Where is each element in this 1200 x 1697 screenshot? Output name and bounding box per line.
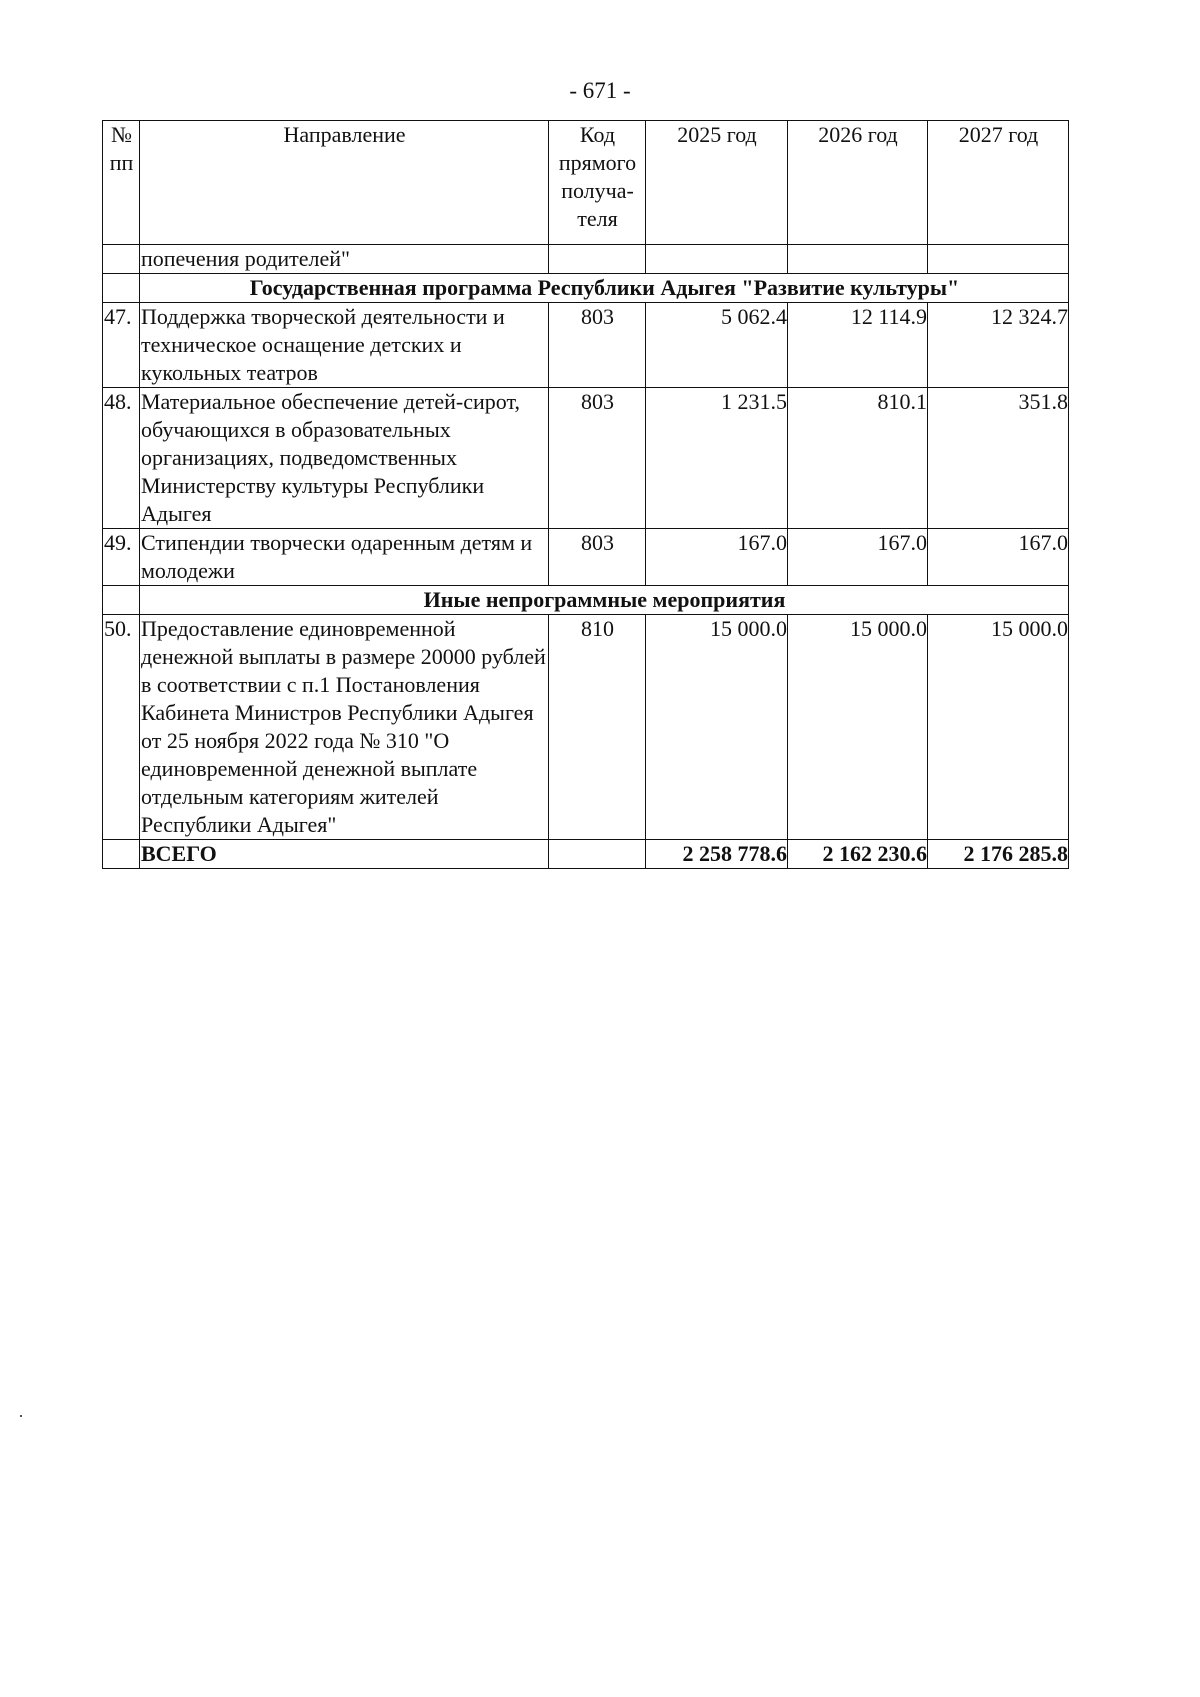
table-row — [103, 388, 1069, 529]
cell-2025: 167.0 — [646, 529, 788, 586]
total-2025: 2 258 778.6 — [646, 840, 788, 869]
table-header-row — [103, 121, 1069, 245]
cell-direction: Поддержка творческой деятельности и техническое оснащение детских и кукольных театров — [140, 303, 549, 388]
cell-direction: Стипендии творчески одаренным детям и молодежи — [140, 529, 549, 586]
cell-num: 50. — [103, 615, 140, 840]
section-row-other — [103, 586, 1069, 615]
total-2027: 2 176 285.8 — [928, 840, 1069, 869]
header-2026: 2026 год — [788, 121, 928, 245]
cell-2026 — [788, 245, 928, 274]
cell-2027: 12 324.7 — [928, 303, 1069, 388]
cell-2027 — [928, 245, 1069, 274]
total-label: ВСЕГО — [140, 840, 549, 869]
cell-2025: 15 000.0 — [646, 615, 788, 840]
table-row — [103, 529, 1069, 586]
cell-2027: 15 000.0 — [928, 615, 1069, 840]
table-row — [103, 615, 1069, 840]
cell-code: 803 — [549, 303, 646, 388]
cell-code — [549, 245, 646, 274]
header-code: Код прямого получа-теля — [549, 121, 646, 245]
section-row-culture — [103, 274, 1069, 303]
cell-direction: Предоставление единовременной денежной выплаты в размере 20000 рублей в соответствии с п.1 Постановления Кабинета Министров Республики Адыгея от 25 ноября 2022 года № 310 "О единовременной денежной выплате отдельным категориям жителей Республики Адыгея" — [140, 615, 549, 840]
total-2026: 2 162 230.6 — [788, 840, 928, 869]
header-direction: Направление — [140, 121, 549, 245]
cell-2025 — [646, 245, 788, 274]
total-row — [103, 840, 1069, 869]
cell-2026: 15 000.0 — [788, 615, 928, 840]
scan-speck — [20, 1415, 22, 1417]
cell-code: 803 — [549, 388, 646, 529]
cell-code — [549, 840, 646, 869]
cell-code: 803 — [549, 529, 646, 586]
cell-num: 48. — [103, 388, 140, 529]
budget-table — [102, 120, 1069, 869]
header-num: № пп — [103, 121, 140, 245]
cell-2025: 1 231.5 — [646, 388, 788, 529]
cell-num: 47. — [103, 303, 140, 388]
cell-2026: 810.1 — [788, 388, 928, 529]
cell-num — [103, 586, 140, 615]
cell-2026: 167.0 — [788, 529, 928, 586]
cell-code: 810 — [549, 615, 646, 840]
cell-2027: 351.8 — [928, 388, 1069, 529]
section-title-culture: Государственная программа Республики Адыгея "Развитие культуры" — [140, 274, 1069, 303]
cell-2026: 12 114.9 — [788, 303, 928, 388]
header-2025: 2025 год — [646, 121, 788, 245]
cell-direction: Материальное обеспечение детей-сирот, обучающихся в образовательных организациях, подведомственных Министерству культуры Республики Адыгея — [140, 388, 549, 529]
cell-num — [103, 274, 140, 303]
cell-num — [103, 840, 140, 869]
cell-2027: 167.0 — [928, 529, 1069, 586]
cell-2025: 5 062.4 — [646, 303, 788, 388]
table-row-continuation — [103, 245, 1069, 274]
cell-direction: попечения родителей" — [140, 245, 549, 274]
table-row — [103, 303, 1069, 388]
page-number: - 671 - — [569, 78, 631, 103]
cell-num: 49. — [103, 529, 140, 586]
section-title-other: Иные непрограммные мероприятия — [140, 586, 1069, 615]
cell-num — [103, 245, 140, 274]
header-2027: 2027 год — [928, 121, 1069, 245]
